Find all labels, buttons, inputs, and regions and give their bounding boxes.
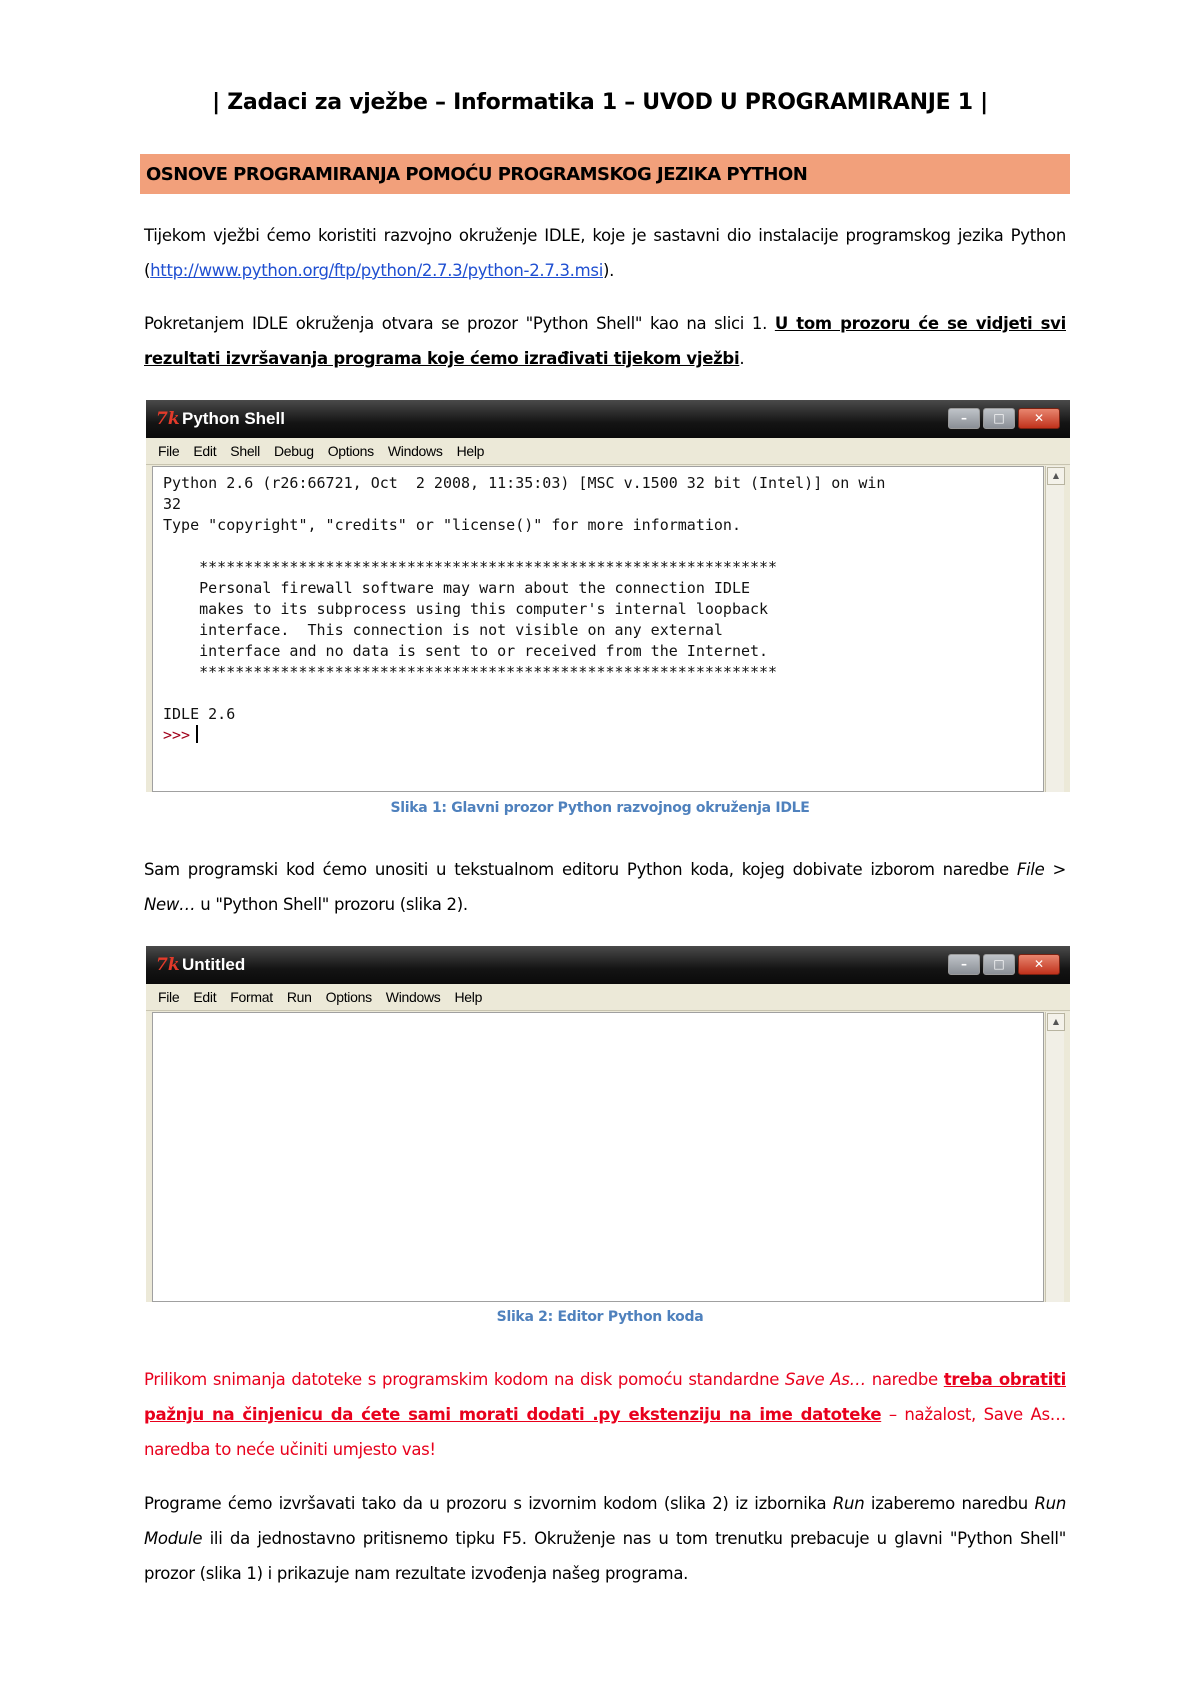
menu-windows[interactable]: Windows [385, 989, 441, 1005]
minimize-icon: – [961, 411, 967, 425]
idle-logo-icon: 7k [156, 409, 180, 429]
run-module-command: Run Module [144, 1494, 1066, 1548]
menu-help[interactable]: Help [456, 443, 485, 459]
console-line: **************************************************************** [163, 663, 778, 681]
shell-description-paragraph [144, 306, 1066, 376]
editor-description-paragraph [144, 852, 1066, 922]
menu-edit[interactable]: Edit [193, 989, 217, 1005]
warning-text: – nažalost, Save As… naredba to neće učiniti umjesto vas! [144, 1405, 1066, 1459]
run-instructions-paragraph [144, 1486, 1066, 1591]
close-button[interactable] [1018, 954, 1060, 975]
warning-text: naredbe [865, 1370, 944, 1389]
menu-shell[interactable]: Shell [230, 443, 260, 459]
intro-end: ). [602, 261, 615, 280]
menu-debug[interactable]: Debug [273, 443, 314, 459]
menu-format[interactable]: Format [230, 989, 273, 1005]
console-line [163, 683, 1033, 704]
save-as-command: Save As… [785, 1370, 866, 1389]
editor-window-title: Untitled [182, 955, 246, 974]
console-line: 32 [163, 495, 182, 513]
console-line: makes to its subprocess using this computer's internal loopback [163, 600, 769, 618]
menu-file[interactable]: File [158, 443, 180, 459]
console-line [163, 536, 1033, 557]
console-line: interface and no data is sent to or received from the Internet. [163, 642, 769, 660]
minimize-icon: – [961, 957, 967, 971]
warning-emphasis: treba obratiti pažnju na činjenicu da ćete sami morati dodati .py ekstenziju na ime datoteke [144, 1370, 1066, 1424]
prompt-line[interactable] [163, 725, 1033, 746]
console-line: **************************************************************** [163, 558, 778, 576]
maximize-button[interactable] [983, 408, 1015, 429]
menu-edit[interactable]: Edit [193, 443, 217, 459]
console-line: IDLE 2.6 [163, 705, 236, 723]
menu-run[interactable]: Run [286, 989, 312, 1005]
console-prompt: >>> [163, 726, 191, 744]
menu-help[interactable]: Help [454, 989, 483, 1005]
editor-description-text: Sam programski kod ćemo unositi u tekstualnom editoru Python koda, kojeg dobivate izborom naredbe [144, 860, 1017, 879]
console-line: Personal firewall software may warn about the connection IDLE [163, 579, 750, 597]
run-text: ili da jednostavno pritisnemo tipku F5. Okruženje nas u tom trenutku prebacuje u glavni "Python Shell" prozor (slika 1) i prikazuje nam rezultate izvođenja našeg programa. [144, 1529, 1066, 1583]
maximize-icon: □ [993, 411, 1005, 425]
shell-description-end: . [739, 349, 745, 368]
maximize-button[interactable] [983, 954, 1015, 975]
close-button[interactable] [1018, 408, 1060, 429]
scroll-up-icon[interactable]: ▲ [1047, 467, 1065, 485]
console-line: Python 2.6 (r26:66721, Oct 2 2008, 11:35:03) [MSC v.1500 32 bit (Intel)] on win [163, 474, 886, 492]
close-icon: ✕ [1033, 957, 1045, 971]
python-download-link[interactable]: http://www.python.org/ftp/python/2.7.3/python-2.7.3.msi [150, 261, 603, 280]
shell-scrollbar[interactable] [1045, 466, 1064, 792]
run-text: izaberemo naredbu [864, 1494, 1035, 1513]
figure-2-caption: Slika 2: Editor Python koda [496, 1309, 704, 1325]
console-line: interface. This connection is not visible on any external [163, 621, 723, 639]
scroll-up-icon[interactable]: ▲ [1047, 1013, 1065, 1031]
file-new-command: File > New… [144, 860, 1066, 914]
python-shell-window [146, 400, 1070, 792]
minimize-button[interactable] [948, 408, 980, 429]
section-heading: OSNOVE PROGRAMIRANJA POMOĆU PROGRAMSKOG JEZIKA PYTHON [140, 154, 1070, 194]
idle-logo-icon: 7k [156, 955, 180, 975]
editor-description-end: u "Python Shell" prozoru (slika 2). [195, 895, 468, 914]
maximize-icon: □ [993, 957, 1005, 971]
run-text: Programe ćemo izvršavati tako da u prozoru s izvornim kodom (slika 2) iz izbornika [144, 1494, 833, 1513]
save-as-warning [144, 1362, 1066, 1467]
shell-window-title: Python Shell [182, 409, 285, 428]
shell-description-text: Pokretanjem IDLE okruženja otvara se prozor "Python Shell" kao na slici 1. [144, 314, 775, 333]
intro-text: Tijekom vježbi ćemo koristiti razvojno okruženje IDLE, koje je sastavni dio instalacije programskog jezika Python ( [144, 226, 1066, 280]
shell-menubar [146, 438, 1070, 465]
editor-titlebar[interactable] [146, 946, 1070, 984]
menu-options[interactable]: Options [327, 443, 374, 459]
shell-description-emphasis: U tom prozoru će se vidjeti svi rezultati izvršavanja programa koje ćemo izrađivati tijekom vježbi [144, 314, 1066, 368]
shell-console[interactable] [152, 466, 1044, 792]
console-output [153, 467, 1043, 752]
menu-options[interactable]: Options [325, 989, 372, 1005]
untitled-editor-window [146, 946, 1070, 1302]
console-line: Type "copyright", "credits" or "license()" for more information. [163, 516, 741, 534]
page-title: | Zadaci za vježbe – Informatika 1 – UVOD U PROGRAMIRANJE 1 | [212, 90, 988, 115]
editor-scrollbar[interactable] [1045, 1012, 1064, 1302]
intro-paragraph [144, 218, 1066, 288]
menu-windows[interactable]: Windows [387, 443, 443, 459]
minimize-button[interactable] [948, 954, 980, 975]
run-menu-name: Run [832, 1494, 865, 1513]
code-editor-area[interactable] [152, 1012, 1044, 1302]
shell-titlebar[interactable] [146, 400, 1070, 438]
warning-text: Prilikom snimanja datoteke s programskim kodom na disk pomoću standardne [144, 1370, 786, 1389]
close-icon: ✕ [1033, 411, 1045, 425]
menu-file[interactable]: File [158, 989, 180, 1005]
editor-menubar [146, 984, 1070, 1011]
text-cursor [196, 725, 198, 743]
figure-1-caption: Slika 1: Glavni prozor Python razvojnog okruženja IDLE [390, 800, 810, 816]
